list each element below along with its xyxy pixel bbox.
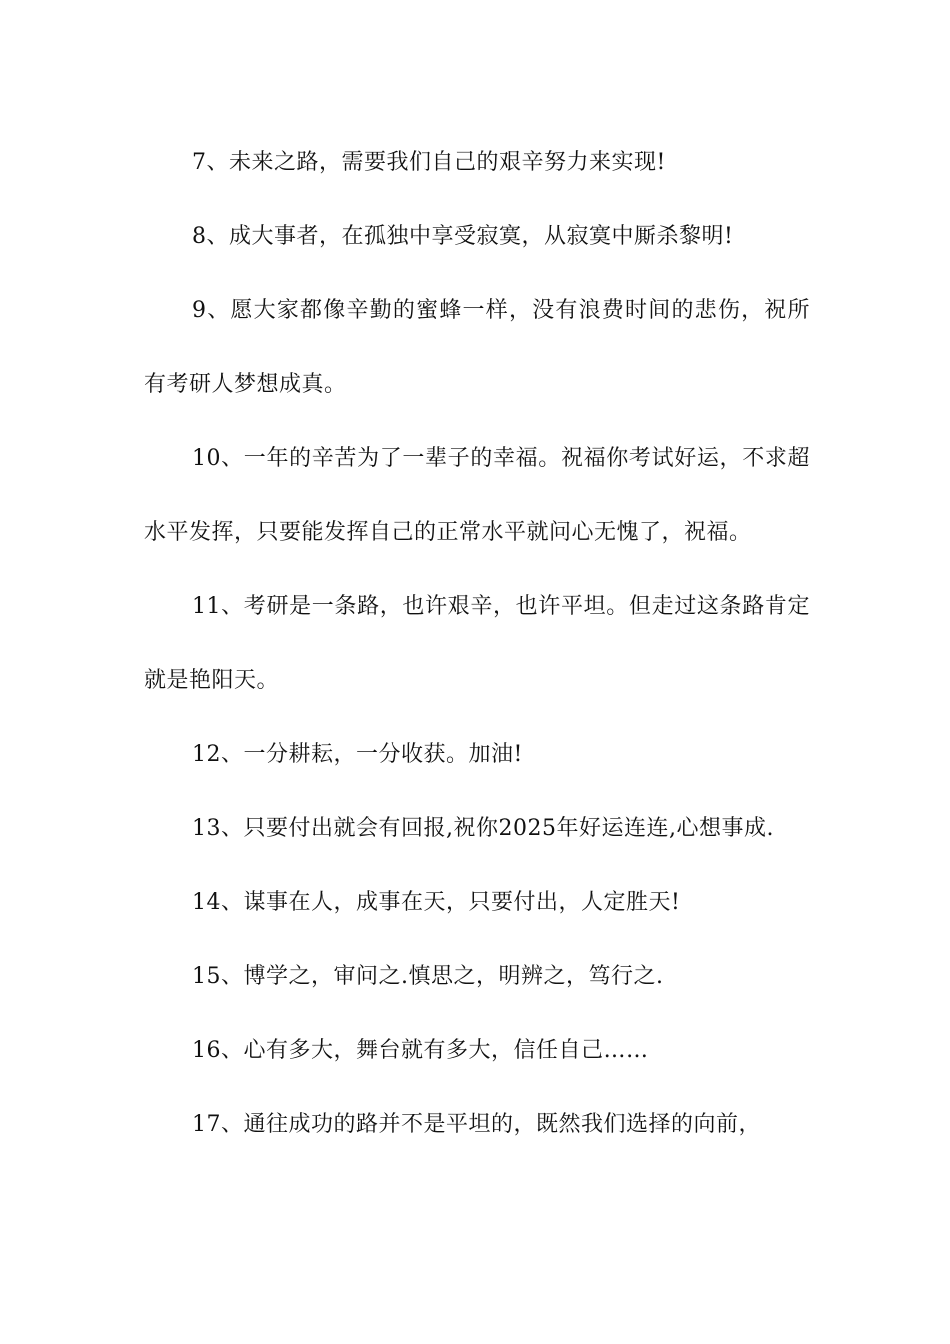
paragraph-17: 17、通往成功的路并不是平坦的，既然我们选择的向前， [192,1112,761,1137]
paragraph-16: 16、心有多大，舞台就有多大，信任自己…… [192,1038,649,1063]
paragraph-9: 9、愿大家都像辛勤的蜜蜂一样，没有浪费时间的悲伤，祝所有考研人梦想成真。 [144,298,810,397]
paragraph-13: 13、只要付出就会有回报,祝你2025年好运连连,心想事成. [192,816,774,841]
paragraph-11: 11、考研是一条路，也许艰辛，也许平坦。但走过这条路肯定就是艳阳天。 [144,594,810,693]
paragraph-12: 12、一分耕耘，一分收获。加油! [192,742,523,767]
paragraph-14: 14、谋事在人，成事在天，只要付出，人定胜天! [192,890,681,915]
paragraph-15: 15、博学之，审问之.慎思之，明辨之，笃行之. [192,964,664,989]
document-body [144,126,810,1162]
paragraph-10: 10、一年的辛苦为了一辈子的幸福。祝福你考试好运，不求超水平发挥，只要能发挥自己的正常水平就问心无愧了，祝福。 [144,446,810,545]
paragraph-8: 8、成大事者，在孤独中享受寂寞，从寂寞中厮杀黎明! [192,224,734,249]
paragraph-7: 7、未来之路，需要我们自己的艰辛努力来实现! [192,150,666,175]
